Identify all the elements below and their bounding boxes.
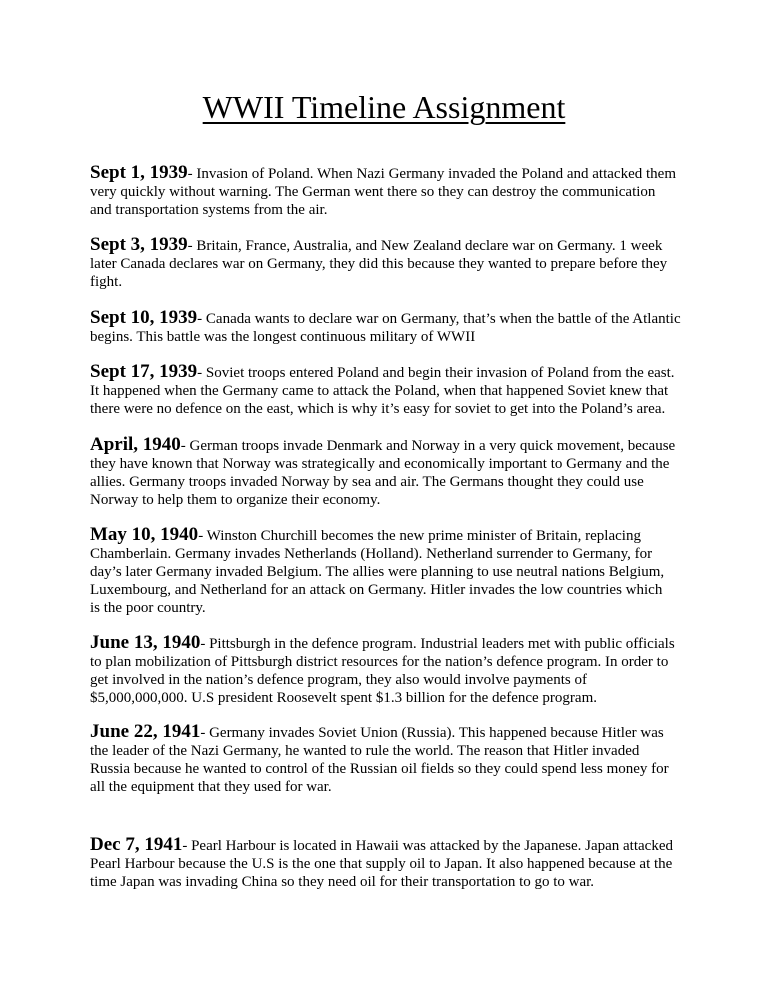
- entry-first-line: [90, 721, 690, 742]
- timeline-entry-dec-7-1941: [90, 834, 690, 891]
- entry-text: very quickly without warning. The German went there so they can destroy the communication: [90, 184, 656, 200]
- entry-text: there were no defence on the east, which is why it’s easy for soviet to get into the Poland’s area.: [90, 401, 666, 417]
- entry-text: allies. Germany troops invaded Norway by sea and air. The Germans thought they could use: [90, 474, 644, 490]
- entry-text: they have known that Norway was strategically and economically important to Germany and the: [90, 456, 670, 472]
- timeline-entry-june-13-1940: [90, 632, 690, 707]
- entry-text: is the poor country.: [90, 600, 206, 616]
- entry-date: Sept 10, 1939: [90, 307, 198, 328]
- entry-text: all the equipment that they used for war.: [90, 779, 332, 795]
- entry-text: Russia because he wanted to control of the Russian oil fields so they could spend less money for: [90, 761, 669, 777]
- entry-text: - German troops invade Denmark and Norway in a very quick movement, because: [180, 438, 676, 454]
- entry-text: - Soviet troops entered Poland and begin their invasion of Poland from the east.: [197, 365, 675, 381]
- timeline-entry-sept-3-1939: [90, 234, 690, 291]
- timeline-entry-may-10-1940: [90, 524, 690, 617]
- entry-text: - Pearl Harbour is located in Hawaii was attacked by the Japanese. Japan attacked: [182, 838, 673, 854]
- entry-first-line: [90, 361, 690, 382]
- entry-text: $5,000,000,000. U.S president Roosevelt spent $1.3 billion for the defence program.: [90, 690, 597, 706]
- entry-text: Luxembourg, and Netherland for an attack on Germany. Hitler invades the low countries which: [90, 582, 663, 598]
- entry-date: June 13, 1940: [90, 632, 201, 653]
- entry-first-line: [90, 162, 690, 183]
- page-title: WWII Timeline Assignment: [202, 89, 566, 125]
- entry-text: - Germany invades Soviet Union (Russia). This happened because Hitler was: [200, 725, 664, 741]
- entry-first-line: [90, 434, 690, 455]
- entry-first-line: [90, 234, 690, 255]
- timeline-entry-june-22-1941: [90, 721, 690, 796]
- entry-text: Pearl Harbour because the U.S is the one that supply oil to Japan. It also happened because at the: [90, 856, 673, 872]
- entry-text: Chamberlain. Germany invades Netherlands (Holland). Netherland surrender to Germany, for: [90, 546, 653, 562]
- timeline-entry-april-1940: [90, 434, 690, 509]
- entry-text: get involved in the nation’s defence program, they also would involve payments of: [90, 672, 587, 688]
- entry-text: to plan mobilization of Pittsburgh district resources for the nation’s defence program. In order to: [90, 654, 669, 670]
- entry-text: - Winston Churchill becomes the new prime minister of Britain, replacing: [198, 528, 641, 544]
- entry-date: Sept 17, 1939: [90, 361, 198, 382]
- timeline-entry-sept-1-1939: [90, 162, 690, 219]
- entry-text: - Pittsburgh in the defence program. Industrial leaders met with public officials: [200, 636, 675, 652]
- entry-text: Norway to help them to organize their economy.: [90, 492, 381, 508]
- entry-text: and transportation systems from the air.: [90, 202, 328, 218]
- entry-text: - Britain, France, Australia, and New Zealand declare war on Germany. 1 week: [187, 238, 663, 254]
- entry-text: begins. This battle was the longest continuous military of WWII: [90, 329, 476, 345]
- entry-text: fight.: [90, 274, 123, 290]
- entry-date: June 22, 1941: [90, 721, 201, 742]
- entry-date: Sept 1, 1939: [90, 162, 188, 183]
- entry-date: Dec 7, 1941: [90, 834, 183, 855]
- entry-text: later Canada declares war on Germany, they did this because they wanted to prepare before they: [90, 256, 668, 272]
- entry-text: - Canada wants to declare war on Germany, that’s when the battle of the Atlantic: [197, 311, 681, 327]
- entry-date: April, 1940: [90, 434, 181, 455]
- entry-date: Sept 3, 1939: [90, 234, 188, 255]
- entry-text: It happened when the Germany came to attack the Poland, when that happened Soviet knew that: [90, 383, 669, 399]
- entry-text: time Japan was invading China so they need oil for their transportation to go to war.: [90, 874, 595, 890]
- entry-date: May 10, 1940: [90, 524, 199, 545]
- entry-first-line: [90, 834, 690, 855]
- entry-text: day’s later Germany invaded Belgium. The allies were planning to use neutral nations Belgium,: [90, 564, 665, 580]
- entry-text: the leader of the Nazi Germany, he wanted to rule the world. The reason that Hitler invaded: [90, 743, 640, 759]
- entry-text: - Invasion of Poland. When Nazi Germany invaded the Poland and attacked them: [187, 166, 676, 182]
- timeline-entry-sept-10-1939: [90, 307, 690, 346]
- timeline-entry-sept-17-1939: [90, 361, 690, 418]
- entry-first-line: [90, 307, 690, 328]
- entry-first-line: [90, 632, 690, 653]
- entry-first-line: [90, 524, 690, 545]
